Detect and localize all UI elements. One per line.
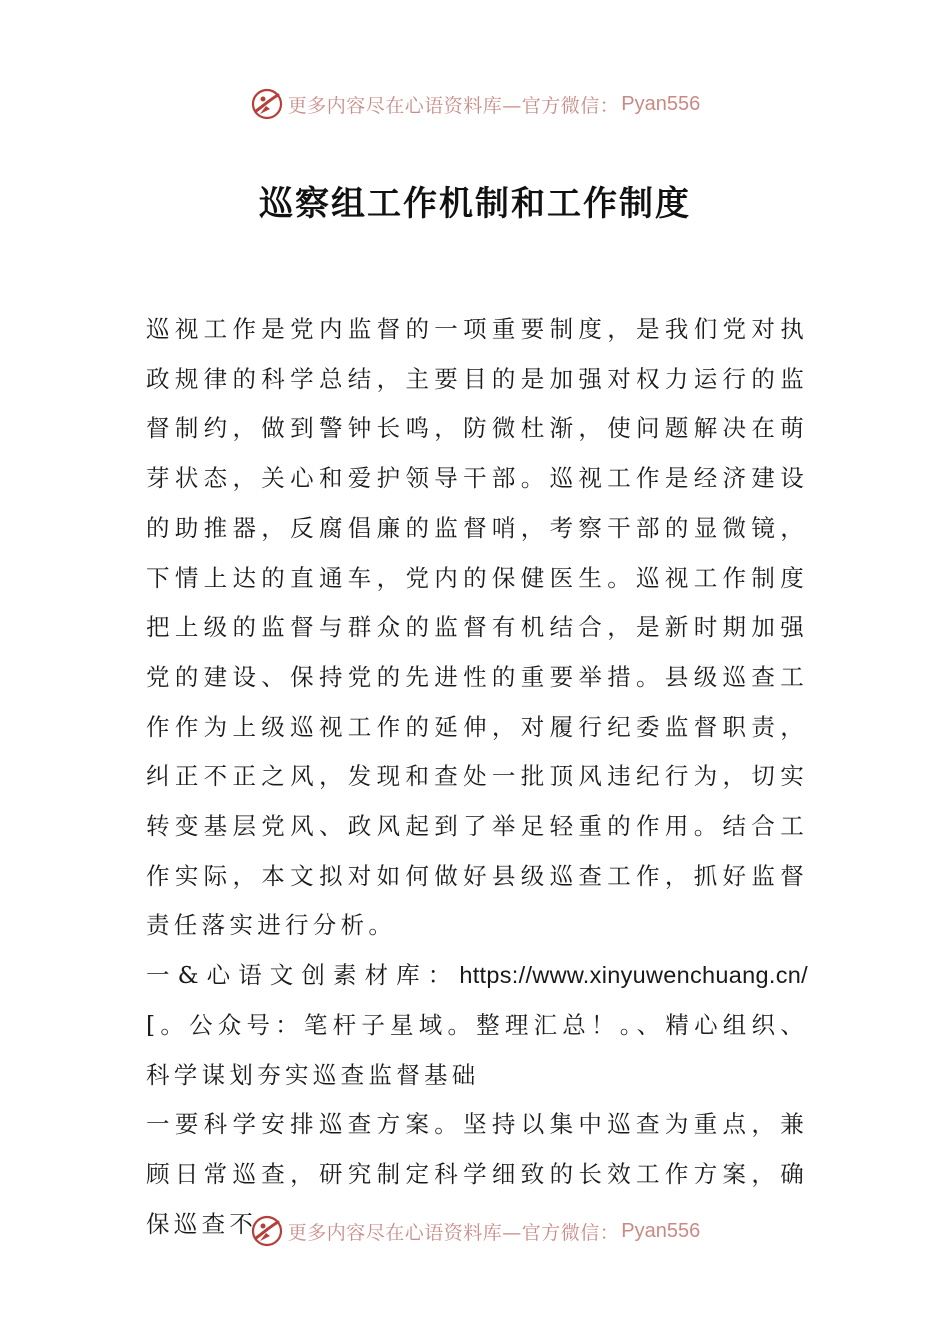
pen-logo-icon xyxy=(250,1214,284,1248)
document-body xyxy=(146,305,808,1249)
banner-wechat-id: Pyan556 xyxy=(621,92,701,115)
body-paragraph: 巡视工作是党内监督的一项重要制度，是我们党对执政规律的科学总结，主要目的是加强对权力运行的监督制约，做到警钟长鸣，防微杜渐，使问题解决在萌芽状态，关心和爱护领导干部。巡视工作是经济建设的助推器，反腐倡廉的监督哨，考察干部的显微镜，下情上达的直通车，党内的保健医生。巡视工作制度把上级的监督与群众的监督有机结合，是新时期加强党的建设、保持党的先进性的重要举措。县级巡查工作作为上级巡视工作的延伸，对履行纪委监督职责，纠正不正之风，发现和查处一批顶风违纪行为，切实转变基层党风、政风起到了举足轻重的作用。结合工作实际，本文拟对如何做好县级巡查工作，抓好监督责任落实进行分析。 xyxy=(146,315,808,940)
body-paragraph: 一要科学安排巡查方案。坚持以集中巡查为重点，兼顾日常巡查，研究制定科学细致的长效工作方案，确保巡查不 xyxy=(146,1110,808,1238)
banner-text: 更多内容尽在心语资料库—官方微信： xyxy=(287,1221,620,1244)
document-title: 巡察组工作机制和工作制度 xyxy=(259,184,691,224)
section-heading-1 xyxy=(146,951,808,1100)
header-banner xyxy=(0,84,950,124)
source-url-link[interactable]: https://www.xinyuwenchuang.cn/ xyxy=(459,962,808,989)
pen-logo-icon xyxy=(250,87,284,121)
banner-text: 更多内容尽在心语资料库—官方微信： xyxy=(287,94,620,117)
section-suffix: [。公众号：笔杆子星域。整理汇总！。、精心组织、科学谋划夯实巡查监督基础 xyxy=(146,1010,808,1089)
section-prefix: 一&心语文创素材库： xyxy=(146,961,460,990)
banner-wechat-id: Pyan556 xyxy=(621,1219,701,1242)
footer-banner xyxy=(0,1211,950,1251)
